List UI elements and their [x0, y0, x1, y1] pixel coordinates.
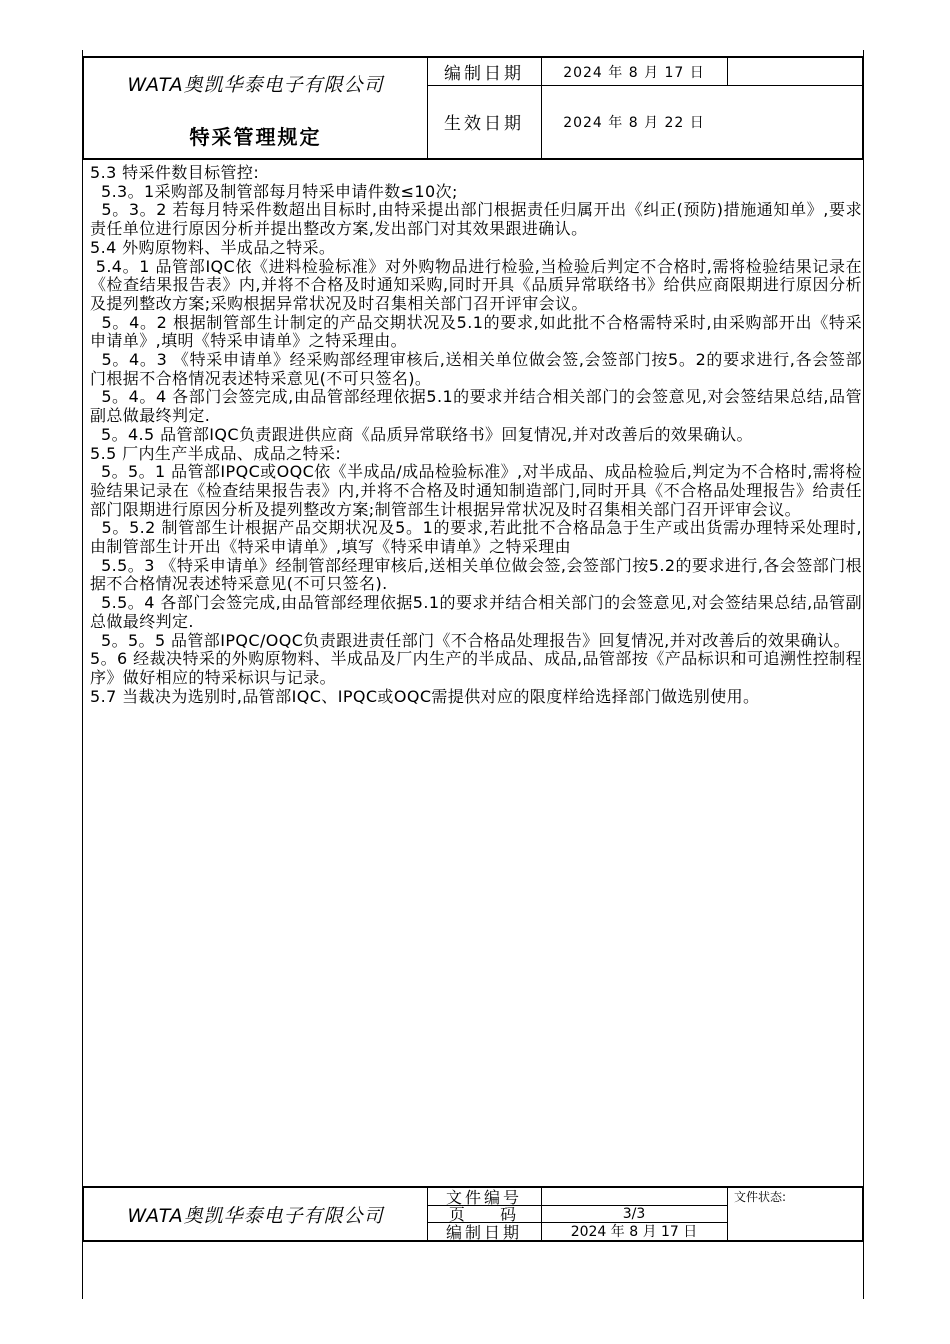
company-name: WATA奥凯华泰电子有限公司 [127, 73, 384, 96]
footer-table [82, 1186, 864, 1242]
divider [727, 58, 728, 85]
header-table [82, 56, 864, 160]
footer-compile-date-value: 2024 年 8 月 17 日 [570, 1224, 698, 1240]
compile-date-value: 2024 年 8 月 17 日 [563, 64, 705, 81]
doc-number-value [541, 1188, 727, 1205]
paragraph: 5.3 特采件数目标管控: [90, 163, 260, 182]
paragraph: 5。4。3 《特采申请单》经采购部经理审核后,送相关单位做会签,会签部门按5。2的要求进行,各会签部门根据不合格情况表述特采意见(不可只签名)。 [90, 350, 862, 388]
paragraph: 5.5。3 《特采申请单》经制管部经理审核后,送相关单位做会签,会签部门按5.2的要求进行,各会签部门根据不合格情况表述特采意见(不可只签名). [90, 555, 862, 594]
paragraph: 5。5。1 品管部IPQC或OQC依《半成品/成品检验标准》,对半成品、成品检验后,判定为不合格时,需将检验结果记录在《检查结果报告表》内,并将不合格及时通知制造部门,同时开具《不合格品处理报告》给责任部门限期进行原因分析及提列整改方案;制管部生计根据异常状况及时召集相关部门召开评审会议。 [90, 462, 862, 519]
paragraph: 5。4。4 各部门会签完成,由品管部经理依据5.1的要求并结合相关部门的会签意见,对会签结果总结,品管副总做最终判定. [90, 387, 862, 426]
paragraph: 5。4.5 品管部IQC负责跟进供应商《品质异常联络书》回复情况,并对改善后的效果确认。 [90, 424, 753, 444]
paragraph: 5.7 当裁决为选别时,品管部IQC、IPQC或OQC需提供对应的限度样给选择部门做选别使用。 [90, 686, 760, 706]
paragraph: 5。4。2 根据制管部生计制定的产品交期状况及5.1的要求,如此批不合格需特采时,由采购部开出《特采申请单》,填明《特采申请单》之特采理由。 [90, 312, 862, 351]
paragraph: 5。5.2 制管部生计根据产品交期状况及5。1的要求,若此批不合格品急于生产或出货需办理特采处理时,由制管部生计开出《特采申请单》,填写《特采申请单》之特采理由 [90, 518, 862, 557]
document-body [90, 164, 862, 706]
paragraph: 5.4 外购原物料、半成品之特采。 [90, 237, 336, 257]
document-title: 特采管理规定 [189, 124, 322, 149]
divider [727, 1188, 728, 1240]
doc-number-label: 文件编号 [445, 1188, 522, 1207]
footer-company-name: WATA奥凯华泰电子有限公司 [127, 1204, 384, 1227]
paragraph: 5。3。2 若每月特采件数超出目标时,由特采提出部门根据责任归属开出《纠正(预防)措施通知单》,要求责任单位进行原因分析并提出整改方案,发出部门对其效果跟进确认。 [90, 200, 862, 239]
paragraph: 5。5。5 品管部IPQC/OQC负责跟进责任部门《不合格品处理报告》回复情况,并对改善后的效果确认。 [90, 630, 850, 650]
paragraph: 5.5 厂内生产半成品、成品之特采: [90, 443, 342, 463]
footer-compile-date-label: 编制日期 [445, 1222, 522, 1242]
compile-date-label: 编制日期 [444, 64, 524, 84]
file-status-label: 文件状态: [734, 1190, 787, 1204]
effective-date-value: 2024 年 8 月 22 日 [563, 114, 705, 131]
paragraph: 5.5。4 各部门会签完成,由品管部经理依据5.1的要求并结合相关部门的会签意见,对会签结果总结,品管副总做最终判定. [90, 593, 862, 631]
page-number-value: 3/3 [622, 1205, 646, 1222]
page-number-label: 页 码 [448, 1205, 520, 1224]
paragraph: 5。6 经裁决特采的外购原物料、半成品及厂内生产的半成品、成品,品管部按《产品标识和可追溯性控制程序》做好相应的特采标识与记录。 [90, 649, 862, 687]
paragraph: 5.4。1 品管部IQC依《进料检验标准》对外购物品进行检验,当检验后判定不合格时,需将检验结果记录在《检查结果报告表》内,并将不合格及时通知采购,同时开具《品质异常联络书》给供应商限期进行原因分析及提列整改方案;采购根据异常状况及时召集相关部门召开评审会议。 [90, 256, 862, 313]
paragraph: 5.3。1采购部及制管部每月特采申请件数≤10次; [90, 181, 458, 201]
effective-date-label: 生效日期 [444, 114, 524, 134]
